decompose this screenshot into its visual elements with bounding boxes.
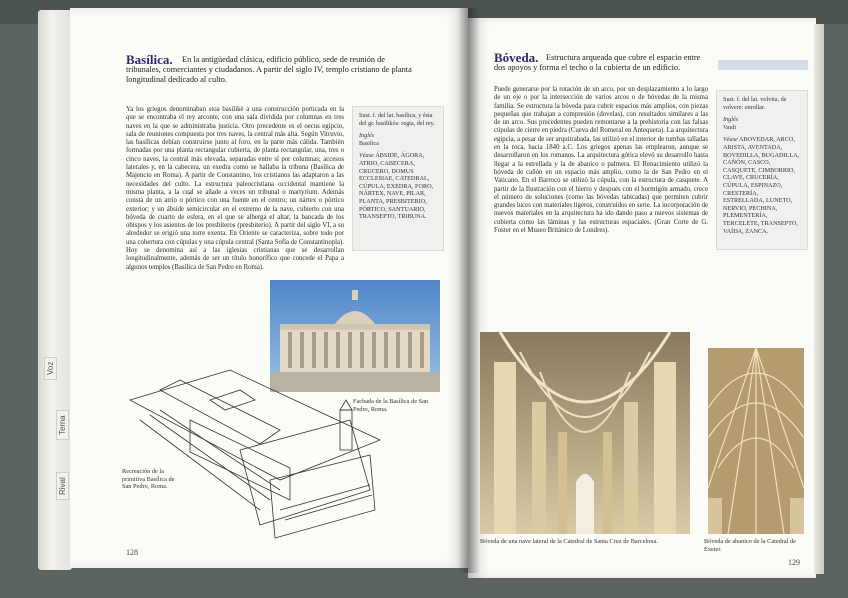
entry-body-boveda: Puede generarse por la rotación de un arco, por un desplazamiento a lo largo de un eje o por la intersección de varios arcos o de bóvedas de la misma familia. Se estructura la bóveda para cubrir espacios más amplios, con piezas pequeñas que trabajan a compresión (dovelas), con resultados similares a las de un arco. Sus precedentes pueden remontarse a la prehistoria con las falsas cúpulas de cierre en piedra (Cueva del Romeral en Antequera). La arquitectura egipcia, a pesar de ser arquitrabada, las utilizó en el interior de tumbas talladas en la roca, hacia 1840 a.C. Los griegos apenas las emplearon, aunque se desarrollaron en los romanos. La arquitectura gótica elevó su desarrollo hasta llegar a la estrellada y la de abanico o palmera. El Renacimiento utilizó la bóveda de cañón en un espacio más amplio, como la de San Pedro en el Vaticano. En el Barroco se utilizó la cúpula, con la estructura de casquete. A partir de la Ilustración con el hierro y después con el hormigón armado, crece el número de soluciones (como las bóvedas tabicadas) que permiten cubrir grandes luces con materiales ligeros, construidos en serie. La incorporación de nuevos materiales en la arquitectura ha ido dando paso a nuevos sistemas de cubierta como las láminas y las estructuras espaciales. (Gran Corte de G. Foster en el Museo Británico de Londres). xyxy=(494,86,708,235)
entry-body-basilica: Ya los griegos denominaban stoa basilikè a una construcción porticada en la que se encontraba el rey arconte, con una sala dividida por columnas en tres naves en la que se administraba justicia. Otro precedente es el oecus egipcio, sala de reuniones compuesta por tres naves, la central más alta. Según Vitruvio, las basílicas debían construirse junto al foro, en la parte más cálida. También formadas por una planta rectangular cubierta, de planta rectangular, una, tres o cinco naves, la central más elevada, separadas entre sí por columnas; accesos laterales y, en la cabecera, un exedra como se hallaba la tribuna (Basílica de Majencio en Roma). A partir de Constantino, los cristianos las adaptaron a las necesidades del culto. La estructura paleocristiana occidental mantiene la misma planta, a la cual se añade a veces un tribunal o martyrium. Además consta de un atrio o pórtico con una fuente en el centro; un nártex o pórtico exterior; y un ábside semicircular en el extremo de la nave, cubierto con una bóveda de cuarto de esfera, en el que se alberga el altar, la bancada de los obispos y los asientos de los presbíteros (presbiterio). A partir del siglo VI, a su alrededor se erigió una torre exenta. En Oriente se caracteriza, sobre todo por una cobertura con cúpulas y una cúpula central (Santa Sofía de Constantinopla). Hoy se denomina así a las iglesias cristianas que se desarrollan longitudinalmente, además de ser un título honorífico que concede el Papa a algunos templos (Basílica de San Pedro en Roma). xyxy=(126,106,344,271)
book-right-edges xyxy=(814,24,824,574)
side-tab-3: Rival xyxy=(56,472,69,500)
book-gutter-shadow xyxy=(458,8,480,573)
left-page xyxy=(70,8,468,568)
entry-lead-basilica: En la antigüedad clásica, edificio público, sede de reunión de tribunales, comerciantes y ciudadanos. A partir del siglo IV, templo cristiano de planta longitudinal dedicado al culto. xyxy=(126,55,412,84)
drawing-caption-old-st-peters: Recreación de la primitiva Basílica de San Pedro, Roma. xyxy=(122,468,175,491)
sidebar-origin-boveda: Sust. f. del lat. volvita, de volvere: enrollar. xyxy=(723,96,787,111)
photo-cathedral-nave xyxy=(480,332,690,534)
right-page xyxy=(468,18,816,578)
page-number-right: 129 xyxy=(788,558,800,567)
side-tab-1: Voz xyxy=(44,357,57,380)
drawing-old-st-peters xyxy=(120,360,390,545)
photo-fan-vault xyxy=(708,348,804,534)
caption-nave: Bóveda de una nave lateral de la Catedral de Santa Cruz de Barcelona. xyxy=(480,538,658,545)
sidebar-origin: Sust. f. del lat. basílica, y ésta del gr. basilikós: regia, del rey. xyxy=(359,112,435,127)
sidebar-boveda xyxy=(716,90,808,250)
sidebar-see-label-boveda: Véase xyxy=(723,136,738,144)
sidebar-lang-value: Basilica xyxy=(359,139,379,147)
entry-title-boveda: Bóveda. xyxy=(494,50,539,65)
side-tab-2: Tema xyxy=(56,410,69,440)
sidebar-see-value: ÁBSIDE, ÁGORA, ATRIO, CABECERA, CRUCERO, DOMUS ECCLESIAE, CATEDRAL, CÚPULA, EXEDRA, FORO, NÁRTEX, NAVE, PILAR, PLANTA, PRESBITERIO, PÓRTICO, SANTUARIO, TRANSEPTO, TRIBUNA. xyxy=(359,152,434,221)
sidebar-see-value-boveda: ABOVEDAR, ARCO, ARISTA, AVENTADA, BOVEDILLA, BUGADILLA, CAÑÓN, CASCO, CASQUETE, CIMBORRIO, CLAVE, CRUCERÍA, CÚPULA, ESPINAZO, CRESTERÍA, ESTRELLADA, LUNETO, NERVIO, PECHINA, PLEMENTERÍA, TERCELETE, TRANSEPTO, VAÍDA, ZANCA. xyxy=(723,136,800,235)
header-band xyxy=(718,60,808,70)
sidebar-lang-value-boveda: Vault xyxy=(723,123,737,131)
sidebar-see-label: Véase xyxy=(359,152,374,160)
sidebar-basilica xyxy=(352,106,444,251)
caption-fan-vault: Bóveda de abanico de la Catedral de Exeter. xyxy=(704,538,796,553)
sidebar-lang-label: Inglés xyxy=(359,132,375,140)
sidebar-lang-label-boveda: Inglés xyxy=(723,116,739,124)
entry-title-basilica: Basílica. xyxy=(126,52,173,67)
photo-caption-st-peters: Fachada de la Basílica de San Pedro, Roma. xyxy=(353,398,429,413)
entry-lead-boveda: Estructura arqueada que cubre el espacio entre dos apoyos y forma el techo o la cubierta de un edificio. xyxy=(494,53,701,72)
page-number-left: 128 xyxy=(126,548,138,557)
